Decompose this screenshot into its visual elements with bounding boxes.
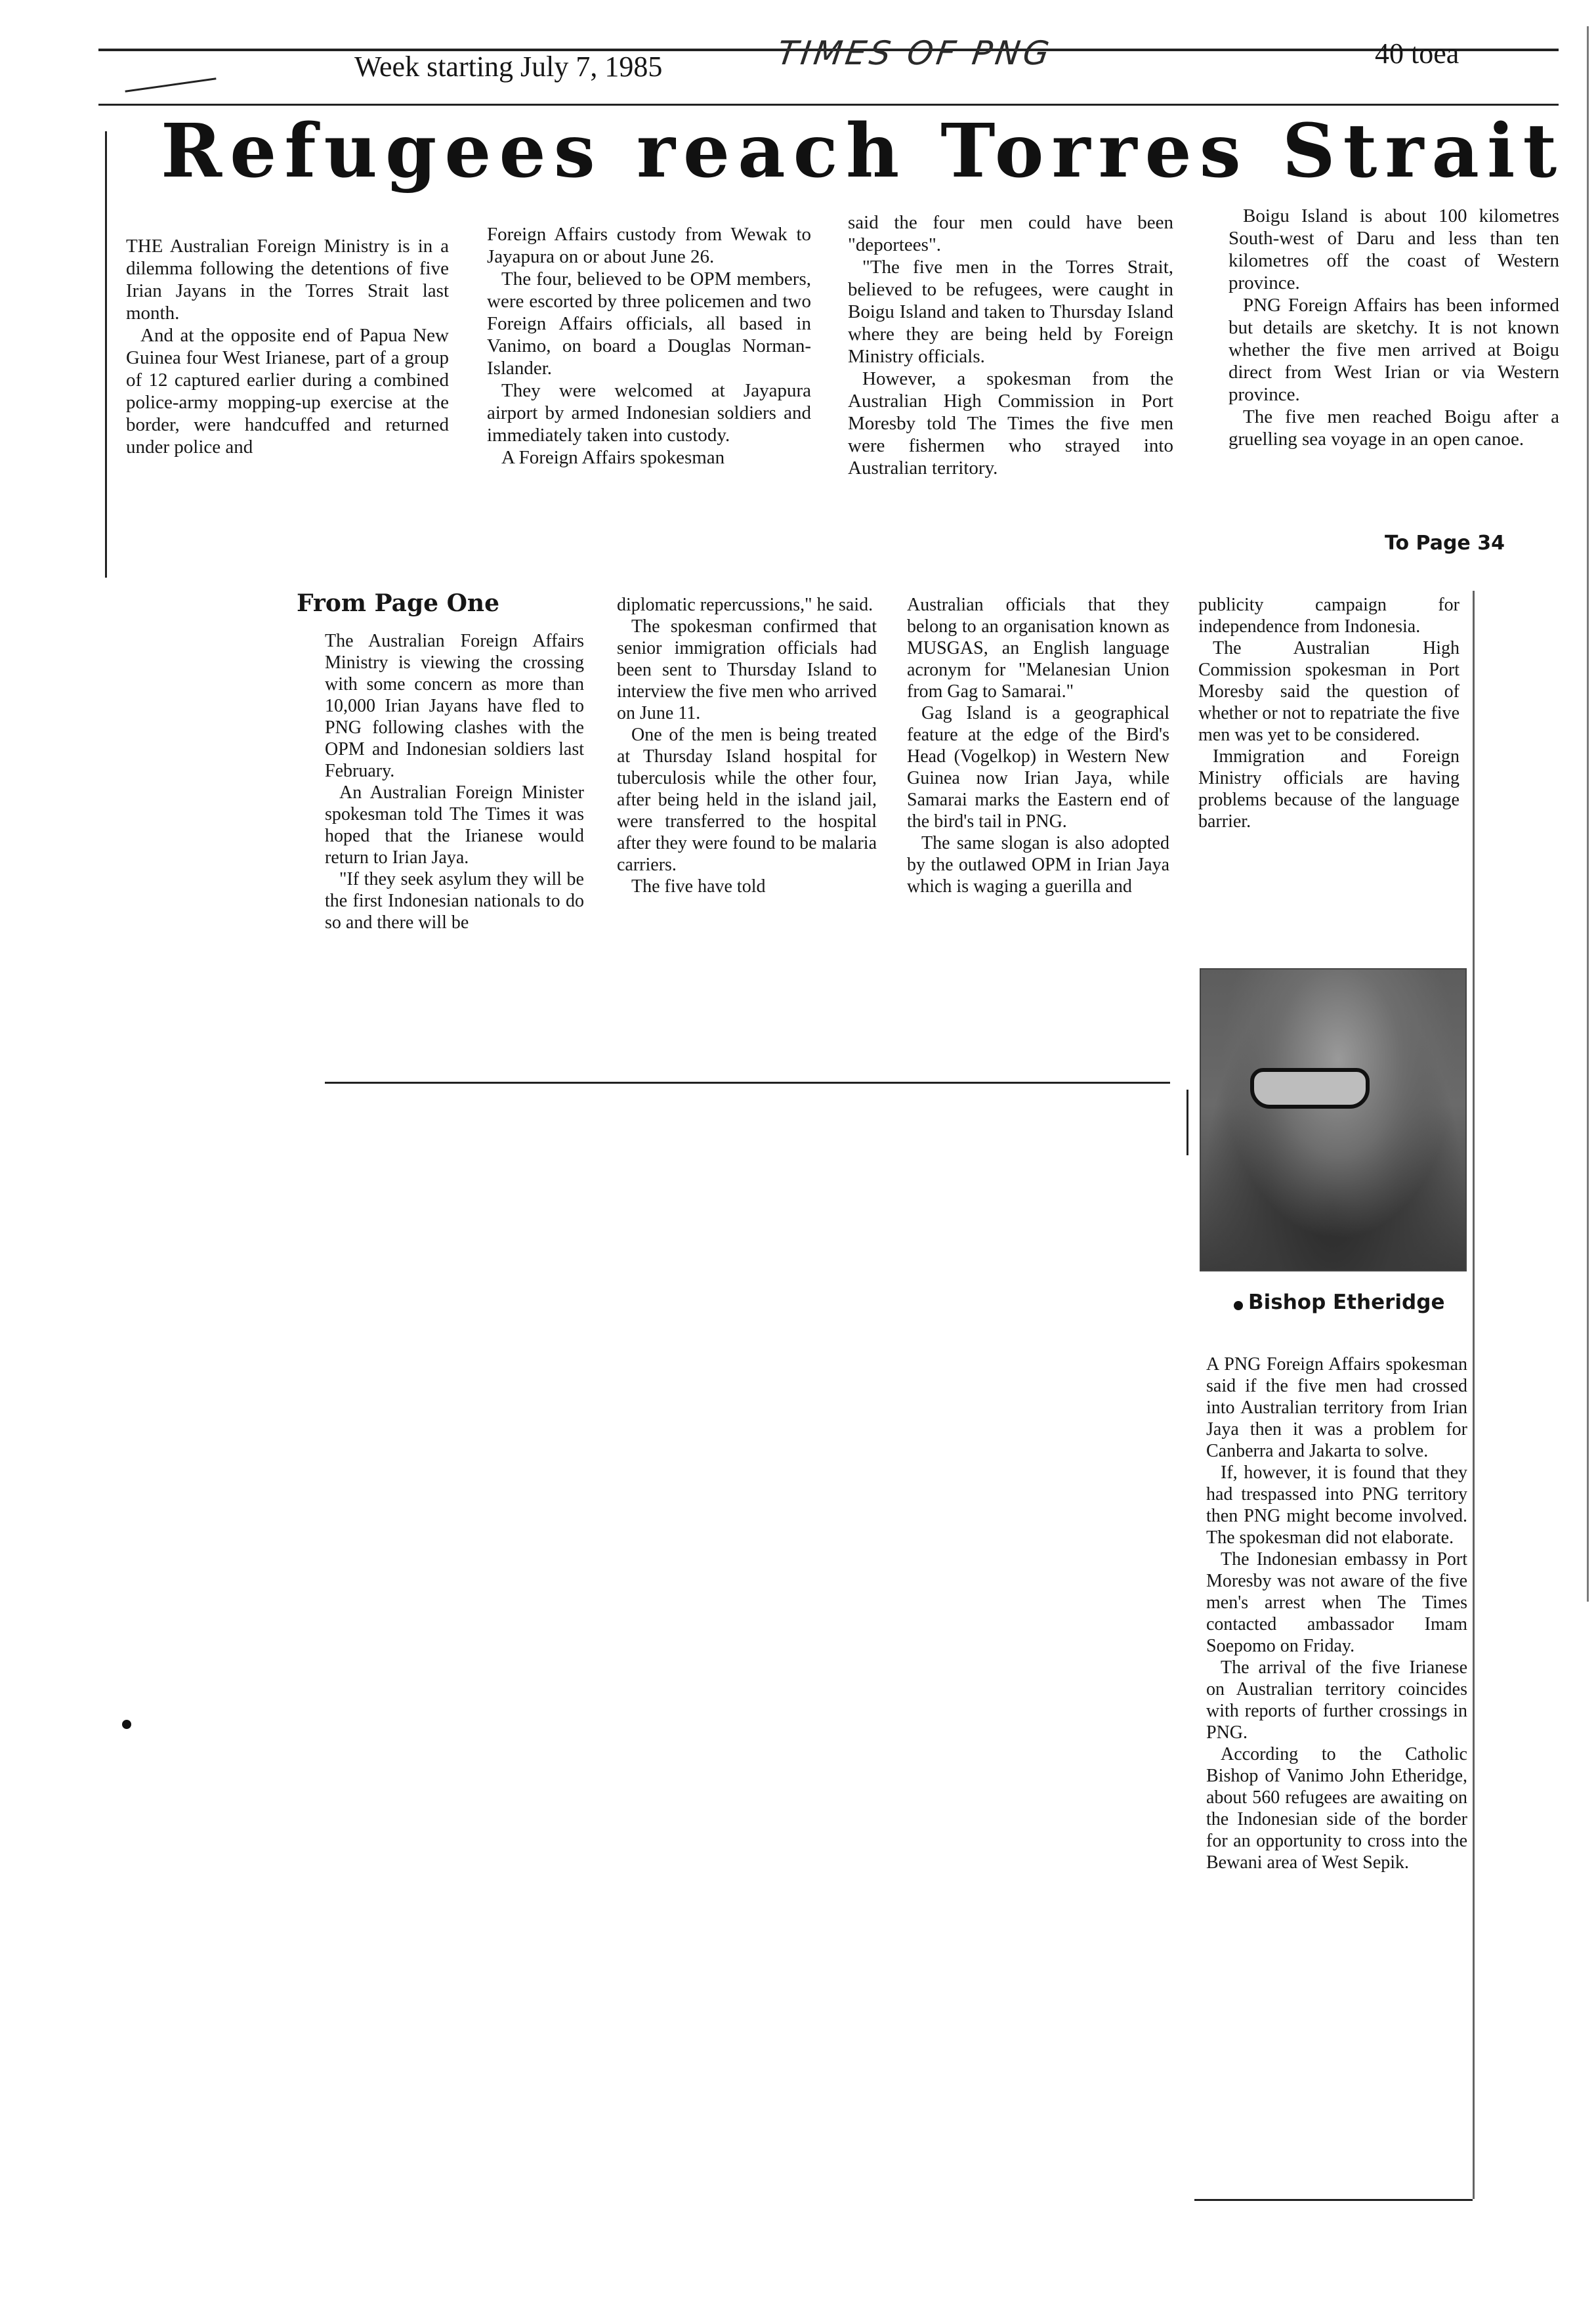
sidebar-bottom-rule <box>1194 2199 1473 2201</box>
sidebar-paragraph: The arrival of the five Irianese on Australian territory coincides with reports of further crossings in PNG. <box>1206 1657 1467 1743</box>
continuation-bottom-rule <box>325 1082 1170 1084</box>
sidebar-paragraph: The Indonesian embassy in Port Moresby was not aware of the five men's arrest when The Times contacted ambassador Imam Soepomo on Friday. <box>1206 1549 1467 1656</box>
story-column-1 <box>126 235 449 458</box>
continuation-paragraph: Immigration and Foreign Ministry officials are having problems because of the language barrier. <box>1198 746 1460 832</box>
headline: Refugees reach Torres Strait <box>161 108 1565 194</box>
continuation-header: From Page One <box>297 589 500 617</box>
jump-reference: To Page 34 <box>1385 532 1505 555</box>
bishop-photo <box>1200 968 1467 1271</box>
pen-stroke <box>125 77 216 92</box>
story-paragraph: PNG Foreign Affairs has been informed but details are sketchy. It is not known whether the five men arrived at Boigu direct from West Irian or via Western province. <box>1228 295 1559 405</box>
story-paragraph: said the four men could have been "deportees". <box>848 212 1173 255</box>
story-column-3 <box>848 211 1173 479</box>
continuation-paragraph: The Australian High Commission spokesman in Port Moresby said the question of whether or not to repatriate the five men was yet to be considered. <box>1198 638 1460 745</box>
masthead-bottom-rule <box>98 104 1559 106</box>
sidebar-paragraph: If, however, it is found that they had trespassed into PNG territory then PNG might become involved. The spokesman did not elaborate. <box>1206 1462 1467 1548</box>
sidebar-paragraph: A PNG Foreign Affairs spokesman said if the five men had crossed into Australian territory from Irian Jaya then it was a problem for Canberra and Jakarta to solve. <box>1206 1354 1467 1461</box>
continuation-paragraph: The Australian Foreign Affairs Ministry is viewing the crossing with some concern as more than 10,000 Irian Jayans have fled to PNG following clashes with the OPM and Indonesian soldiers last February. <box>325 631 584 781</box>
story-paragraph: The four, believed to be OPM members, were escorted by three policemen and two Foreign Affairs officials, all based in Vanimo, on board a Douglas Norman-Islander. <box>487 268 811 379</box>
continuation-paragraph: "If they seek asylum they will be the first Indonesian nationals to do so and there will be <box>325 869 584 933</box>
continuation-column-3 <box>907 594 1169 897</box>
continuation-column-1 <box>325 630 584 933</box>
story-column-4 <box>1228 205 1559 450</box>
sidebar-paragraph: According to the Catholic Bishop of Vanimo John Etheridge, about 560 refugees are awaiting on the Indonesian side of the border for an opportunity to cross into the Bewani area of West Sepik. <box>1206 1744 1467 1873</box>
issue-date: Week starting July 7, 1985 <box>354 51 663 83</box>
story-paragraph: "The five men in the Torres Strait, believed to be refugees, were caught in Boigu Island and taken to Thursday Island where they are being held by Foreign Ministry officials. <box>848 257 1173 367</box>
continuation-paragraph: The same slogan is also adopted by the outlawed OPM in Irian Jaya which is waging a guerilla and <box>907 833 1169 897</box>
story-paragraph: A Foreign Affairs spokesman <box>501 447 725 468</box>
continuation-paragraph: The spokesman confirmed that senior immigration officials had been sent to Thursday Island to interview the five men who arrived on June 11. <box>617 616 877 723</box>
continuation-paragraph: Australian officials that they belong to an organisation known as MUSGAS, an English language acronym for "Melanesian Union from Gag to Samarai." <box>907 595 1169 702</box>
stray-ink-dot <box>122 1720 131 1729</box>
issue-price: 40 toea <box>1375 37 1460 70</box>
story-paragraph: The five men reached Boigu after a gruelling sea voyage in an open canoe. <box>1228 406 1559 450</box>
story-paragraph: THE Australian Foreign Ministry is in a dilemma following the detentions of five Irian Jayans in the Torres Strait last month. <box>126 236 449 324</box>
sidebar-divider <box>1186 1090 1188 1155</box>
handwritten-source-note: TIMES OF PNG <box>774 34 1055 72</box>
continuation-paragraph: publicity campaign for independence from Indonesia. <box>1198 595 1460 637</box>
story-paragraph: They were welcomed at Jayapura airport by armed Indonesian soldiers and immediately taken into custody. <box>487 380 811 446</box>
continuation-paragraph: The five have told <box>631 876 766 897</box>
continuation-paragraph: An Australian Foreign Minister spokesman told The Times it was hoped that the Irianese would return to Irian Jaya. <box>325 782 584 868</box>
continuation-paragraph: One of the men is being treated at Thursday Island hospital for tuberculosis while the other four, after being held in the island jail, were transferred to the hospital after they were found to be malaria carriers. <box>617 725 877 875</box>
continuation-paragraph: diplomatic repercussions," he said. <box>617 595 873 615</box>
story-paragraph: Boigu Island is about 100 kilometres South-west of Daru and less than ten kilometres off the coast of Western province. <box>1228 205 1559 293</box>
continuation-column-2 <box>617 594 877 897</box>
story-paragraph: Foreign Affairs custody from Wewak to Jayapura on or about June 26. <box>487 224 811 267</box>
caption-bullet <box>1234 1301 1243 1310</box>
story-column-2 <box>487 223 811 469</box>
right-margin-line <box>1587 26 1589 1602</box>
continuation-column-4 <box>1198 594 1460 832</box>
sidebar-right-rule <box>1473 591 1475 2199</box>
photo-caption: Bishop Etheridge <box>1248 1291 1445 1314</box>
sidebar-column <box>1206 1354 1467 1873</box>
story-paragraph: However, a spokesman from the Australian High Commission in Port Moresby told The Times the five men were fishermen who strayed into Australian territory. <box>848 368 1173 479</box>
headline-left-bar <box>105 131 107 578</box>
photo-glasses-shape <box>1250 1068 1370 1109</box>
story-paragraph: And at the opposite end of Papua New Guinea four West Irianese, part of a group of 12 captured earlier during a combined police-army mopping-up exercise at the border, were handcuffed and returned under police and <box>126 325 449 458</box>
continuation-paragraph: Gag Island is a geographical feature at the edge of the Bird's Head (Vogelkop) in Western New Guinea now Irian Jaya, while Samarai marks the Eastern end of the bird's tail in PNG. <box>907 703 1169 832</box>
